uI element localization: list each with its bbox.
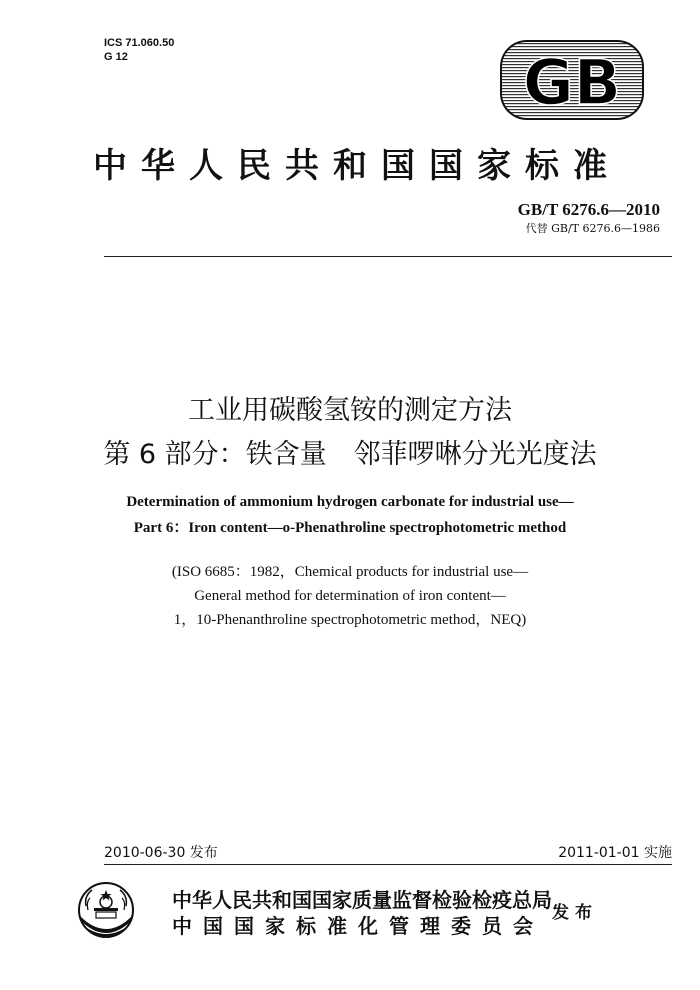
replaces-standard: 代替 GB/T 6276.6—1986 [525, 222, 660, 235]
issue-action: 发布 [552, 903, 598, 923]
ics-code: ICS 71.060.50 [104, 37, 175, 49]
iso-reference [0, 560, 700, 632]
title-zh-line2: 第 6 部分：铁含量 邻菲啰啉分光光度法 [103, 439, 597, 470]
issue-date: 2010-06-30 发布 [104, 845, 218, 861]
classification-codes [104, 36, 174, 64]
gb-logo-text: GB [522, 46, 622, 119]
issuer-sac: 中国国家标准化管理委员会 [172, 914, 544, 938]
title-en-line1: Determination of ammonium hydrogen carbonate for industrial use— [126, 494, 574, 510]
iso-reference-line3: 1，10-Phenanthroline spectrophotometric method，NEQ) [173, 612, 527, 628]
gb-logo-icon [500, 40, 644, 120]
bottom-divider [104, 864, 672, 865]
national-emblem-icon [76, 880, 136, 940]
title-zh-line1: 工业用碳酸氢铵的测定方法 [188, 395, 512, 426]
national-standard-title: 中华人民共和国国家标准 [93, 146, 621, 186]
title-en-line2: Part 6：Iron content—o-Phenathroline spectrophotometric method [133, 520, 567, 536]
iso-reference-line2: General method for determination of iron content— [194, 588, 506, 604]
implementation-date: 2011-01-01 实施 [558, 845, 672, 861]
top-divider [104, 256, 672, 257]
ccs-code: G 12 [104, 51, 128, 63]
iso-reference-line1: (ISO 6685：1982，Chemical products for industrial use— [171, 564, 529, 580]
issuer-aqsiq: 中华人民共和国国家质量监督检验检疫总局 [172, 888, 552, 912]
standard-number: GB/T 6276.6—2010 [517, 200, 660, 219]
